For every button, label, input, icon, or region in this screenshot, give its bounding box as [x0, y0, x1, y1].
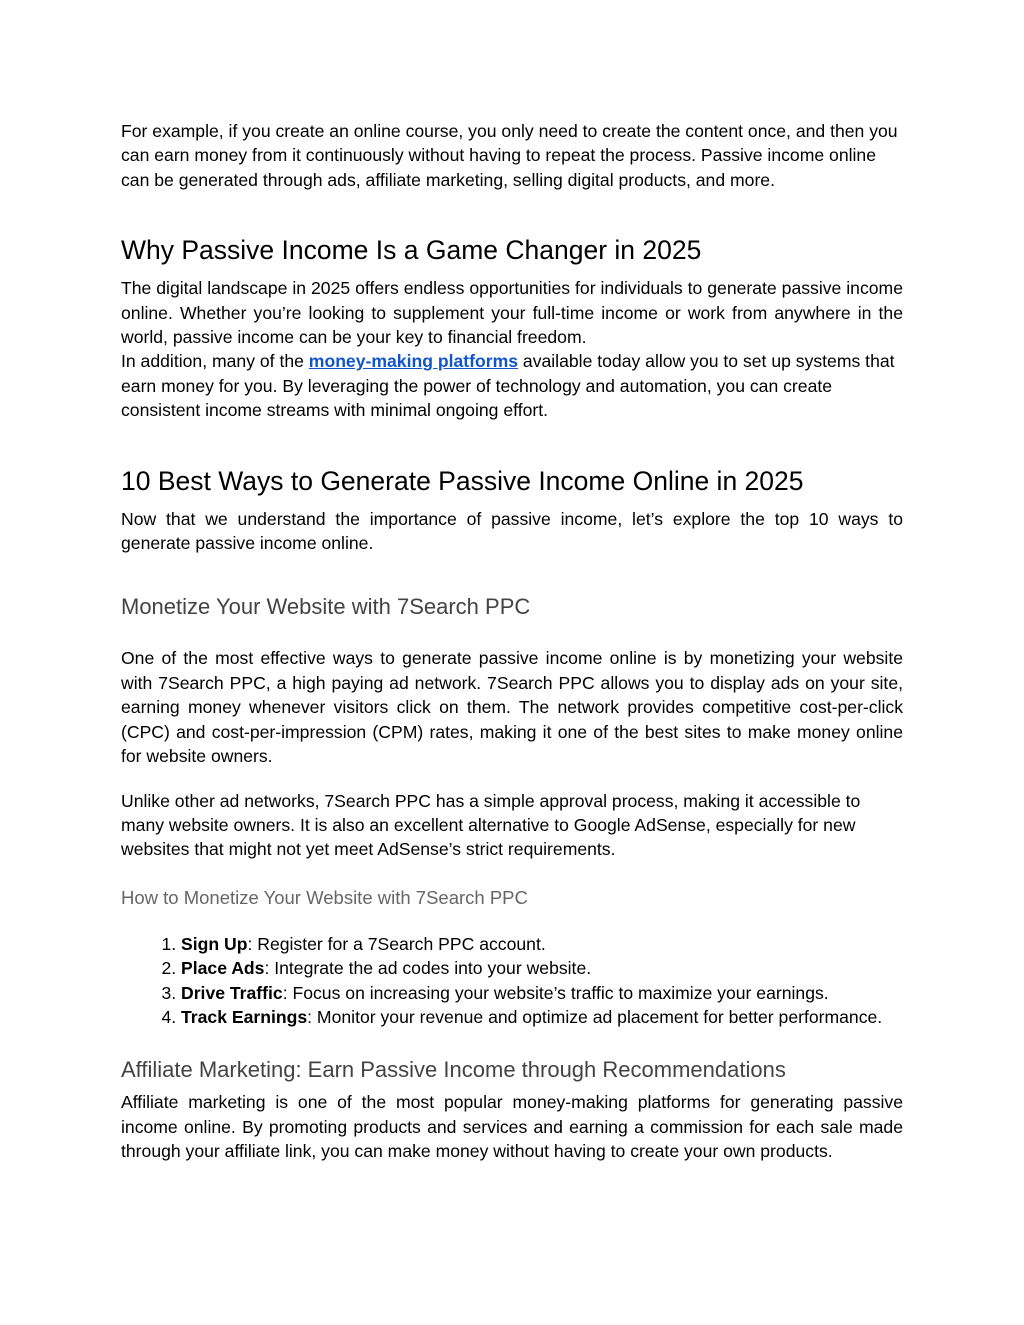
monetize-heading: Monetize Your Website with 7Search PPC: [121, 594, 531, 620]
intro-paragraph: For example, if you create an online course, you only need to create the content once, and then you can earn money from it continuously without having to repeat the process. Passive income online can be generated through ads, affiliate marketing, selling digital products, and more.: [121, 121, 898, 190]
best-ways-paragraph: Now that we understand the importance of passive income, let’s explore the top 10 ways to generate passive income online.: [121, 508, 903, 554]
step-text: : Integrate the ad codes into your website.: [264, 958, 592, 979]
step-text: : Monitor your revenue and optimize ad placement for better performance.: [307, 1006, 883, 1027]
step-title: Track Earnings: [181, 1006, 308, 1027]
document-page: [121, 119, 903, 1164]
why-paragraph-1: The digital landscape in 2025 offers endless opportunities for individuals to generate passive income online. Whether you’re looking to supplement your full-time income or work from anywhere in the world, passive income can be your key to financial freedom.: [121, 278, 903, 348]
list-item: [181, 956, 903, 980]
affiliate-heading: Affiliate Marketing: Earn Passive Income through Recommendations: [121, 1057, 786, 1083]
monetize-paragraph-1: One of the most effective ways to generate passive income online is by monetizing your website with 7Search PPC, a high paying ad network. 7Search PPC allows you to display ads on your site, earning money whenever visitors click on them. The network provides competitive cost-per-click (CPC) and cost-per-impression (CPM) rates, making it one of the best sites to make money online for website owners.: [121, 648, 903, 767]
monetize-paragraph-2: Unlike other ad networks, 7Search PPC has a simple approval process, making it accessible to many website owners. It is also an excellent alternative to Google AdSense, especially for new websites that might not yet meet AdSense’s strict requirements.: [121, 790, 861, 860]
steps-list: [121, 932, 903, 1030]
step-title: Place Ads: [181, 958, 265, 979]
best-ways-heading: 10 Best Ways to Generate Passive Income Online in 2025: [121, 465, 804, 496]
step-title: Sign Up: [181, 933, 248, 954]
why-paragraph-2-start: In addition, many of the: [121, 351, 309, 372]
list-item: [181, 932, 903, 956]
money-making-platforms-link[interactable]: money-making platforms: [308, 351, 519, 372]
why-heading: Why Passive Income Is a Game Changer in 2025: [121, 235, 702, 266]
why-paragraph-2-end: available today allow you to set up systems that earn money for you. By leveraging the power of technology and automation, you can create consistent income streams with minimal ongoing effort.: [121, 351, 895, 421]
step-text: : Focus on increasing your website’s traffic to maximize your earnings.: [282, 982, 829, 1003]
list-item: [181, 981, 903, 1005]
list-item: [181, 1005, 903, 1029]
step-title: Drive Traffic: [181, 982, 283, 1003]
howto-heading: How to Monetize Your Website with 7Search PPC: [121, 886, 528, 908]
affiliate-paragraph: Affiliate marketing is one of the most popular money-making platforms for generating passive income online. By promoting products and services and earning a commission for each sale made through your affiliate link, you can make money without having to create your own products.: [121, 1092, 903, 1162]
why-paragraph-2: [121, 349, 903, 422]
step-text: : Register for a 7Search PPC account.: [247, 933, 546, 954]
